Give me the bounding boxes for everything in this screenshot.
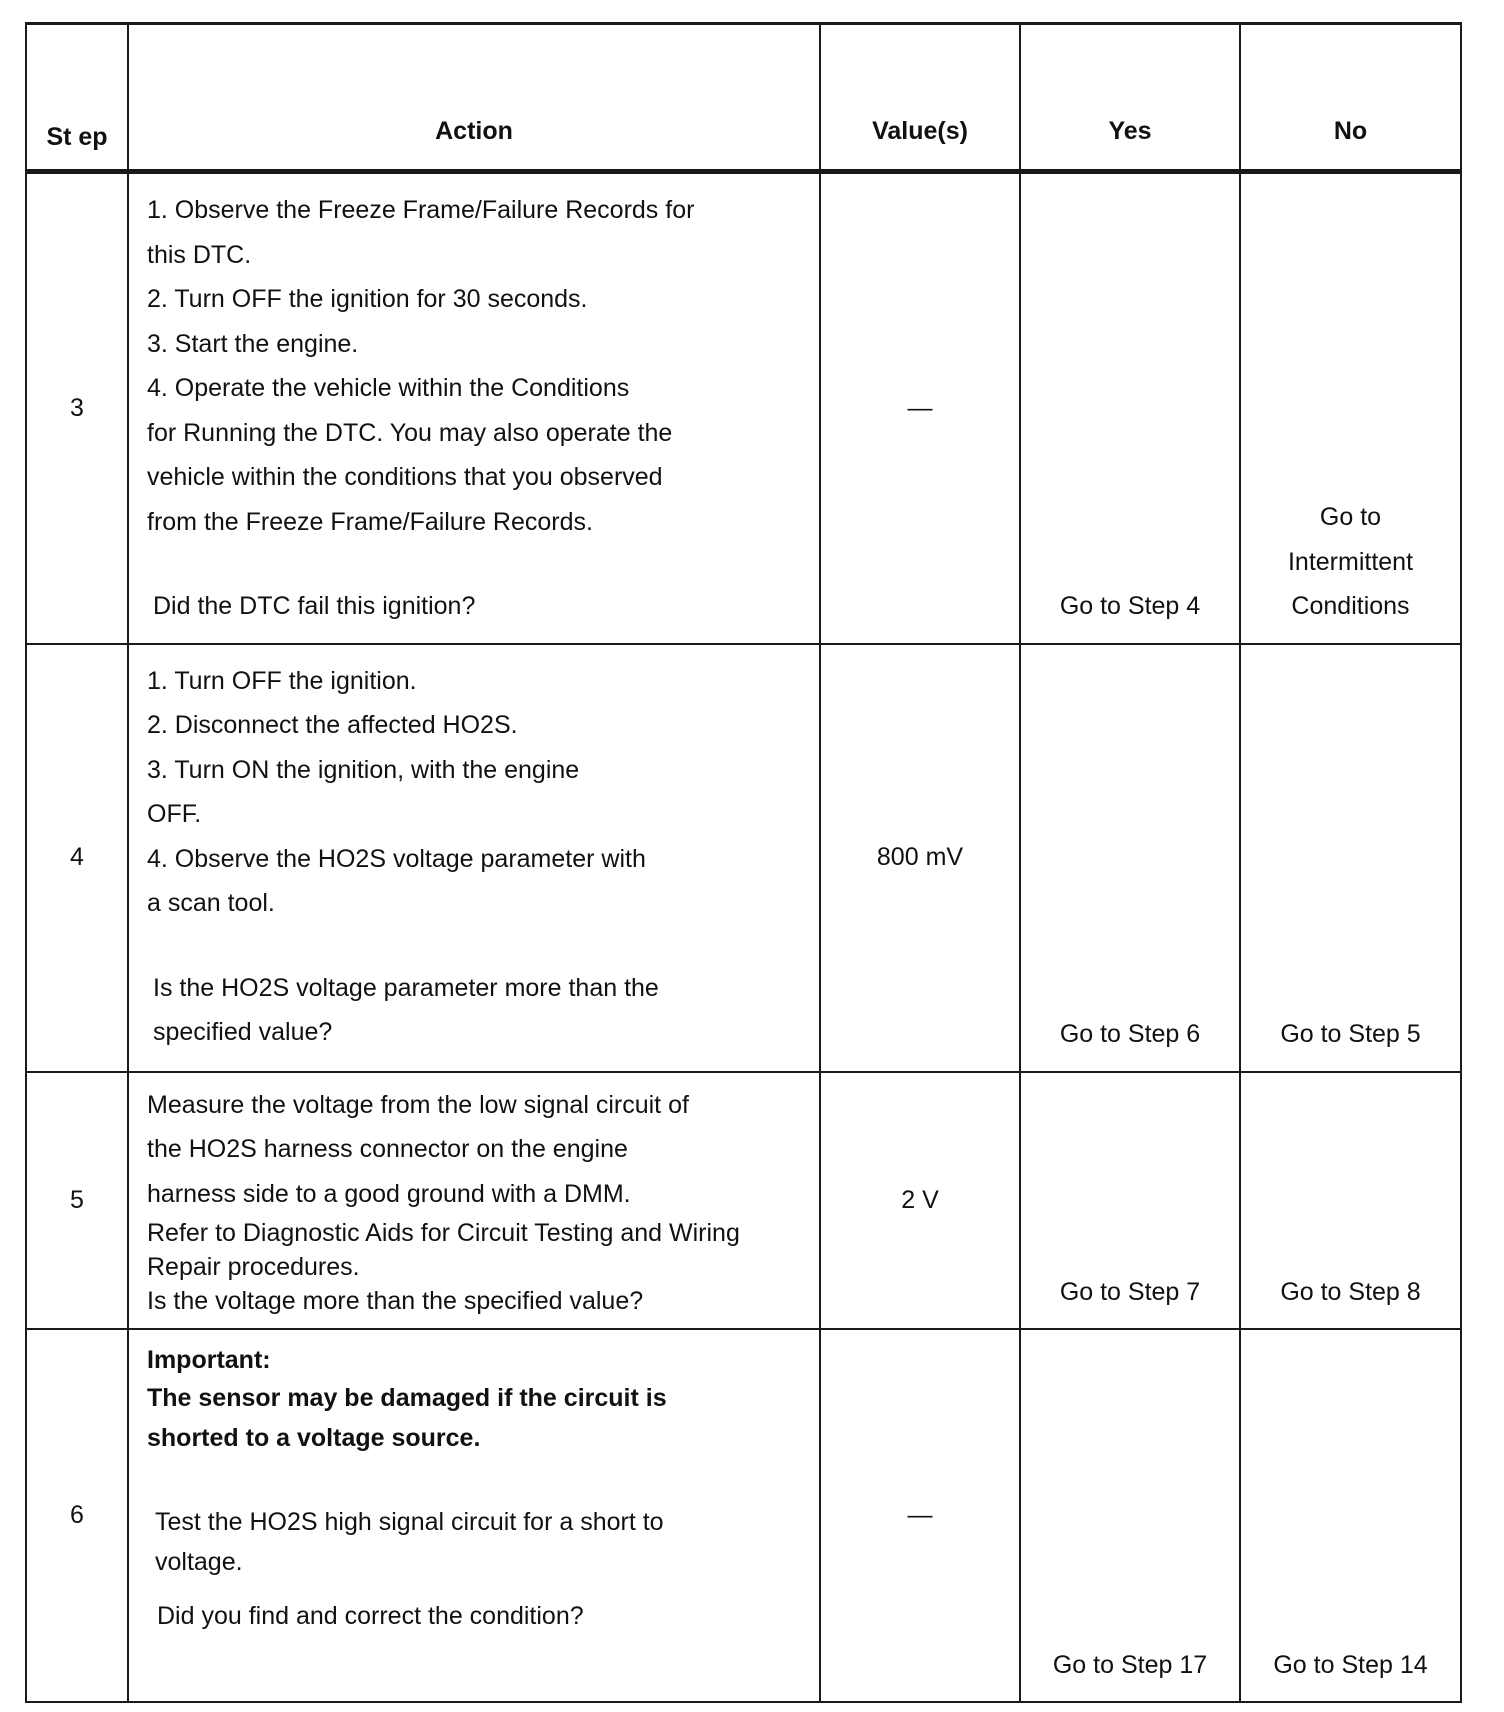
header-values: Value(s) <box>820 24 1020 172</box>
action-question: Did you find and correct the condition? <box>157 1602 584 1630</box>
value-cell: — <box>820 1329 1020 1702</box>
action-line: harness side to a good ground with a DMM. <box>147 1179 631 1208</box>
header-yes: Yes <box>1020 24 1240 172</box>
action-line: 2. Disconnect the affected HO2S. <box>147 711 518 739</box>
action-line: Is the voltage more than the specified value? <box>147 1287 644 1315</box>
action-cell <box>128 172 820 644</box>
value-cell: 800 mV <box>820 644 1020 1072</box>
action-line: 2. Turn OFF the ignition for 30 seconds. <box>147 285 588 313</box>
action-line: Measure the voltage from the low signal circuit of <box>147 1090 689 1119</box>
table-row <box>26 1329 1461 1702</box>
action-line: Refer to Diagnostic Aids for Circuit Testing and Wiring Repair procedures. <box>147 1219 740 1281</box>
action-line: 1. Observe the Freeze Frame/Failure Records for <box>147 196 695 224</box>
action-line: 3. Turn ON the ignition, with the engine <box>147 755 580 784</box>
no-cell: Go to Step 14 <box>1240 1329 1461 1702</box>
action-question: Is the HO2S voltage parameter more than the specified value? <box>153 973 659 1046</box>
step-number: 5 <box>26 1072 128 1330</box>
step-number: 4 <box>26 644 128 1072</box>
value-cell: — <box>820 172 1020 644</box>
yes-cell: Go to Step 6 <box>1020 644 1240 1072</box>
header-step: St ep <box>26 24 128 172</box>
action-line: for Running the DTC. You may also operate the <box>147 418 673 447</box>
action-line: 4. Operate the vehicle within the Conditions <box>147 374 630 402</box>
no-cell: Go to Step 8 <box>1240 1072 1461 1330</box>
value-cell: 2 V <box>820 1072 1020 1330</box>
step-number: 3 <box>26 172 128 644</box>
action-cell <box>128 644 820 1072</box>
important-text: The sensor may be damaged if the circuit is shorted to a voltage source. <box>147 1384 667 1452</box>
action-cell <box>128 1329 820 1702</box>
yes-cell: Go to Step 4 <box>1020 172 1240 644</box>
header-action: Action <box>128 24 820 172</box>
action-line: vehicle within the conditions that you observed <box>147 463 663 491</box>
action-cell <box>128 1072 820 1330</box>
table-row <box>26 1072 1461 1330</box>
action-line: 3. Start the engine. <box>147 329 359 358</box>
step-number: 6 <box>26 1329 128 1702</box>
action-line: Test the HO2S high signal circuit for a short to voltage. <box>155 1508 664 1576</box>
action-line: the HO2S harness connector on the engine <box>147 1135 628 1163</box>
table-row <box>26 172 1461 644</box>
action-line: from the Freeze Frame/Failure Records. <box>147 507 593 536</box>
action-line: OFF. <box>147 800 202 828</box>
action-line: a scan tool. <box>147 889 275 917</box>
action-line: 1. Turn OFF the ignition. <box>147 666 417 695</box>
diagnostic-table <box>25 22 1462 1703</box>
action-question: Did the DTC fail this ignition? <box>153 592 476 620</box>
important-label: Important: <box>147 1346 271 1374</box>
action-line: 4. Observe the HO2S voltage parameter with <box>147 844 646 873</box>
yes-cell: Go to Step 17 <box>1020 1329 1240 1702</box>
table-row <box>26 644 1461 1072</box>
no-cell: Go to Step 5 <box>1240 644 1461 1072</box>
header-no: No <box>1240 24 1461 172</box>
no-cell: Go to Intermittent Conditions <box>1240 172 1461 644</box>
yes-cell: Go to Step 7 <box>1020 1072 1240 1330</box>
action-line: this DTC. <box>147 240 252 269</box>
